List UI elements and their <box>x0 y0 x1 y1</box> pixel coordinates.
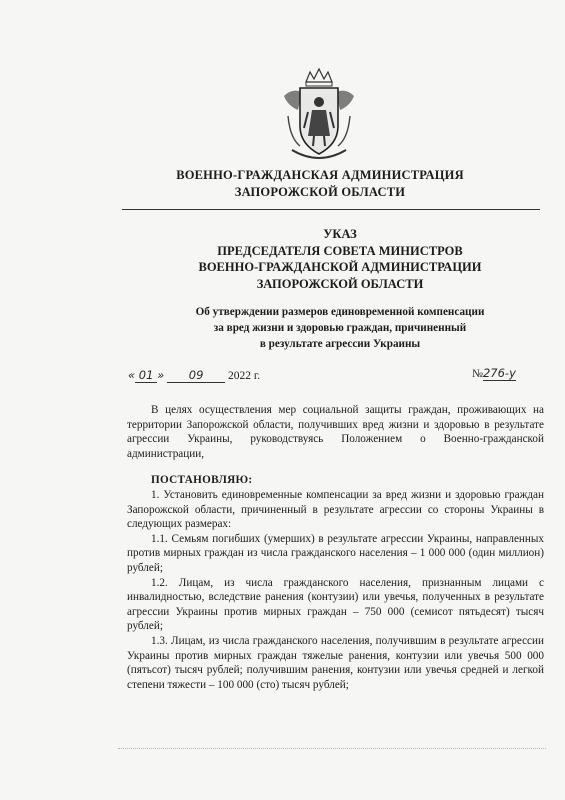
date-month: 09 <box>167 368 225 383</box>
date-day: 01 <box>135 368 157 383</box>
number-prefix: № <box>472 368 483 380</box>
decree-line-1: УКАЗ <box>323 227 357 241</box>
date-close-quote: » <box>157 368 165 382</box>
date-year: 2022 г. <box>227 370 261 382</box>
decree-number <box>472 366 516 380</box>
decree-date <box>128 368 260 383</box>
page-bottom-edge <box>118 748 546 749</box>
item-1: 1. Установить единовременные компенсации за вред жизни и здоровью граждан Запорожской области, причиненный в результате агрессии со стороны Украины в следующих размерах: <box>127 488 544 531</box>
decree-title <box>120 226 560 292</box>
organization-name <box>120 167 520 201</box>
org-line-1: ВОЕННО-ГРАЖДАНСКАЯ АДМИНИСТРАЦИЯ <box>176 168 464 182</box>
postanovlyayu-heading: ПОСТАНОВЛЯЮ: <box>151 474 253 487</box>
header-divider <box>122 209 540 210</box>
item-1-3: 1.3. Лицам, из числа гражданского населения, получившим в результате агрессии Украины против мирных граждан тяжелые ранения, контузии или увечья 500 000 (пятьсот) тысяч рублей; получившим ранения, контузии или увечья средней и легкой степени тяжести – 100 000 (сто) тысяч рублей; <box>127 634 544 691</box>
decree-line-3: ВОЕННО-ГРАЖДАНСКОЙ АДМИНИСТРАЦИИ <box>198 260 482 274</box>
date-open-quote: « <box>128 368 136 382</box>
coat-of-arms-emblem <box>278 66 360 166</box>
decree-body <box>127 403 544 692</box>
subject-line-1: Об утверждении размеров единовременной компенсации <box>195 306 485 318</box>
item-1-2: 1.2. Лицам, из числа гражданского населения, признанным лицами с инвалидностью, вследствие ранения (контузии) или увечья, полученных в результате агрессии Украины против мирных граждан – 750 000 (семисот пятьдесят) тысяч рублей; <box>127 576 544 633</box>
decree-line-4: ЗАПОРОЖСКОЙ ОБЛАСТИ <box>256 276 424 291</box>
subject-line-3: в результате агрессии Украины <box>259 338 421 350</box>
number-value: 276-у <box>482 366 516 380</box>
item-1-1: 1.1. Семьям погибших (умерших) в результате агрессии Украины, направленных против мирных граждан из числа гражданского населения – 1 000 000 (один миллион) рублей; <box>127 532 544 574</box>
decree-line-2: ПРЕДСЕДАТЕЛЯ СОВЕТА МИНИСТРОВ <box>217 243 463 258</box>
decree-subject <box>120 304 560 352</box>
subject-line-2: за вред жизни и здоровью граждан, причиненный <box>213 322 467 334</box>
intro-paragraph: В целях осуществления мер социальной защиты граждан, проживающих на территории Запорожской области, получивших вред жизни и здоровью в результате агрессии Украины, руководствуясь Положением о Военно-гражданской администрации, <box>127 404 544 460</box>
org-line-2: ЗАПОРОЖСКОЙ ОБЛАСТИ <box>234 185 406 199</box>
